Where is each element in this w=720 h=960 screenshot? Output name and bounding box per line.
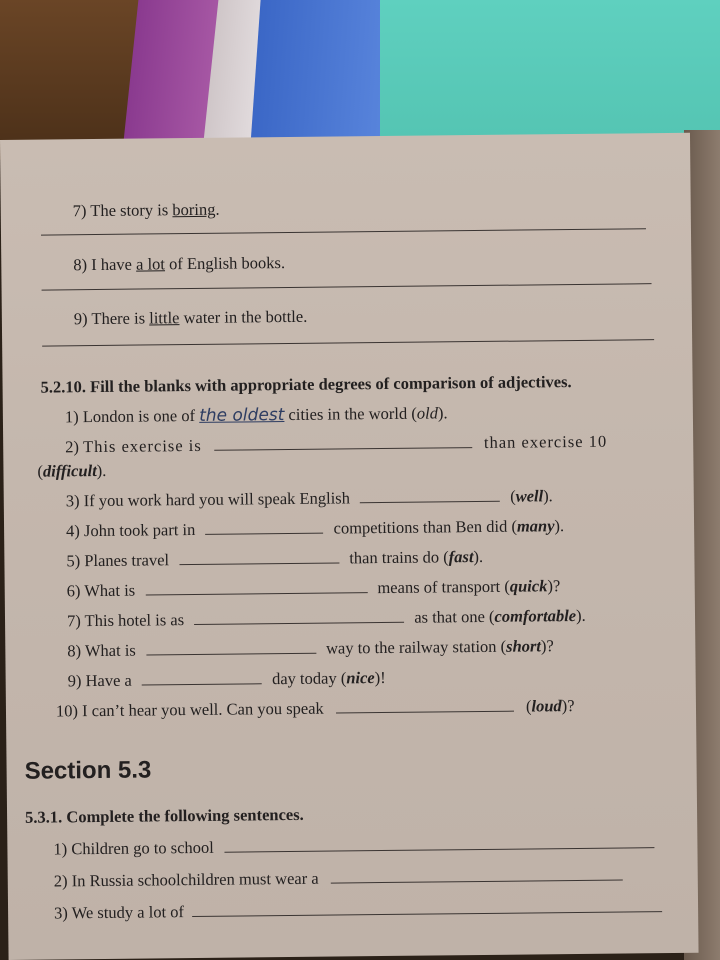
answer-blank[interactable] xyxy=(145,578,367,595)
item-text: I have xyxy=(91,254,137,275)
item-number: 3) xyxy=(53,903,68,923)
hint-word: loud xyxy=(531,696,562,716)
item-number: 9) xyxy=(73,309,88,329)
underlined-word: boring xyxy=(172,199,216,220)
handwritten-answer: the oldest xyxy=(199,405,285,426)
exercise-5-2-10-title: 5.2.10. Fill the blanks with appropriate degrees of comparison of adjectives. xyxy=(40,372,572,397)
item-text: The story is xyxy=(90,200,173,221)
hint-word: nice xyxy=(346,668,375,688)
sentence-item-1 xyxy=(53,833,654,859)
item-number: 7) xyxy=(66,611,81,631)
item-text: There is xyxy=(91,308,150,329)
sentence-item-3 xyxy=(54,897,662,923)
item-text: This exercise is xyxy=(82,435,202,457)
answer-blank[interactable] xyxy=(146,639,316,656)
exercise-item-2-continuation xyxy=(37,461,106,482)
item-number: 7) xyxy=(72,201,87,221)
item-text: John took part in xyxy=(83,519,196,541)
answer-blank[interactable] xyxy=(331,866,623,884)
item-text: London is one of xyxy=(82,405,200,427)
item-punctuation: )! xyxy=(374,667,386,688)
item-punctuation: )? xyxy=(547,576,561,596)
item-punctuation: ( xyxy=(525,696,532,716)
answer-blank[interactable] xyxy=(192,897,662,917)
underlined-word: little xyxy=(149,308,180,328)
item-punctuation: )? xyxy=(540,636,554,656)
hint-word: well xyxy=(515,486,544,506)
answer-blank[interactable] xyxy=(224,833,654,853)
answer-blank[interactable] xyxy=(336,697,514,714)
item-text-end: water in the bottle. xyxy=(179,306,308,328)
item-punctuation: ). xyxy=(473,546,484,567)
answer-blank[interactable] xyxy=(179,548,339,565)
answer-blank[interactable] xyxy=(142,669,262,685)
sentence-item-2 xyxy=(54,866,623,892)
item-punctuation: ( xyxy=(510,486,516,506)
item-number: 1) xyxy=(64,407,79,427)
item-text-end: . xyxy=(215,199,220,219)
item-punctuation: ). xyxy=(96,460,107,481)
item-text: Planes travel xyxy=(84,550,170,571)
answer-blank[interactable] xyxy=(194,608,404,625)
section-title: Section 5.3 xyxy=(24,756,152,785)
exercise-item-9 xyxy=(68,668,386,691)
item-punctuation: ( xyxy=(37,461,44,481)
item-text: Children go to school xyxy=(71,837,214,859)
item-text: Have a xyxy=(85,670,132,691)
hint-word: difficult xyxy=(42,461,97,481)
item-text: In Russia schoolchildren must wear a xyxy=(71,868,319,891)
exercise-item-7 xyxy=(67,606,586,631)
item-number: 5) xyxy=(66,551,81,571)
answer-blank[interactable] xyxy=(214,433,472,451)
item-text: than exercise 10 xyxy=(483,431,608,452)
exercise-item-2 xyxy=(65,432,607,458)
item-number: 3) xyxy=(65,491,80,511)
item-punctuation: ). xyxy=(554,516,565,536)
hint-word: fast xyxy=(448,547,474,567)
item-punctuation: ). xyxy=(543,486,553,506)
top-item-7 xyxy=(73,200,220,222)
item-text: means of transport ( xyxy=(377,576,510,598)
item-punctuation: ). xyxy=(575,605,586,625)
answer-line xyxy=(41,228,646,236)
answer-blank[interactable] xyxy=(205,519,323,535)
item-text: as that one ( xyxy=(414,606,495,627)
item-number: 8) xyxy=(73,255,88,275)
item-number: 9) xyxy=(67,671,82,691)
hint-word: quick xyxy=(509,576,548,596)
item-text: What is xyxy=(84,640,136,661)
hint-word: comfortable xyxy=(494,605,577,626)
item-text: We study a lot of xyxy=(71,902,185,923)
item-number: 1) xyxy=(53,839,68,859)
item-number: 10) xyxy=(55,701,79,721)
item-text: way to the railway station ( xyxy=(325,636,507,658)
item-text: competitions than Ben did ( xyxy=(333,516,517,538)
exercise-item-5 xyxy=(66,547,483,571)
item-text: If you work hard you will speak English xyxy=(83,488,350,511)
item-punctuation: )? xyxy=(561,696,575,716)
exercise-item-10 xyxy=(56,696,575,721)
item-text: cities in the world ( xyxy=(284,403,417,425)
item-text-end: of English books. xyxy=(164,253,286,274)
exercise-5-3-1-title: 5.3.1. Complete the following sentences. xyxy=(24,804,304,827)
item-number: 4) xyxy=(65,521,80,541)
hint-word: many xyxy=(516,516,555,536)
hint-word: old xyxy=(416,403,438,423)
top-item-8 xyxy=(73,253,285,275)
textbook-page xyxy=(0,133,699,960)
item-number: 2) xyxy=(53,871,68,891)
top-item-9 xyxy=(74,307,308,329)
item-text: I can’t hear you well. Can you speak xyxy=(82,698,324,721)
item-text: This hotel is as xyxy=(84,610,185,631)
exercise-item-3 xyxy=(66,486,553,511)
underlined-word: a lot xyxy=(135,254,166,274)
item-number: 8) xyxy=(67,641,82,661)
item-punctuation: ). xyxy=(437,403,448,423)
exercise-item-4 xyxy=(66,516,564,541)
exercise-item-6 xyxy=(67,576,561,601)
item-text: day today ( xyxy=(271,668,347,689)
item-number: 2) xyxy=(65,437,80,457)
exercise-item-1 xyxy=(65,403,448,427)
exercise-item-8 xyxy=(67,636,554,661)
hint-word: short xyxy=(506,636,542,656)
item-number: 6) xyxy=(66,581,81,601)
item-text: than trains do ( xyxy=(349,547,449,568)
answer-line xyxy=(42,339,654,347)
item-text: What is xyxy=(84,580,136,601)
answer-line xyxy=(42,283,652,291)
answer-blank[interactable] xyxy=(360,487,500,503)
